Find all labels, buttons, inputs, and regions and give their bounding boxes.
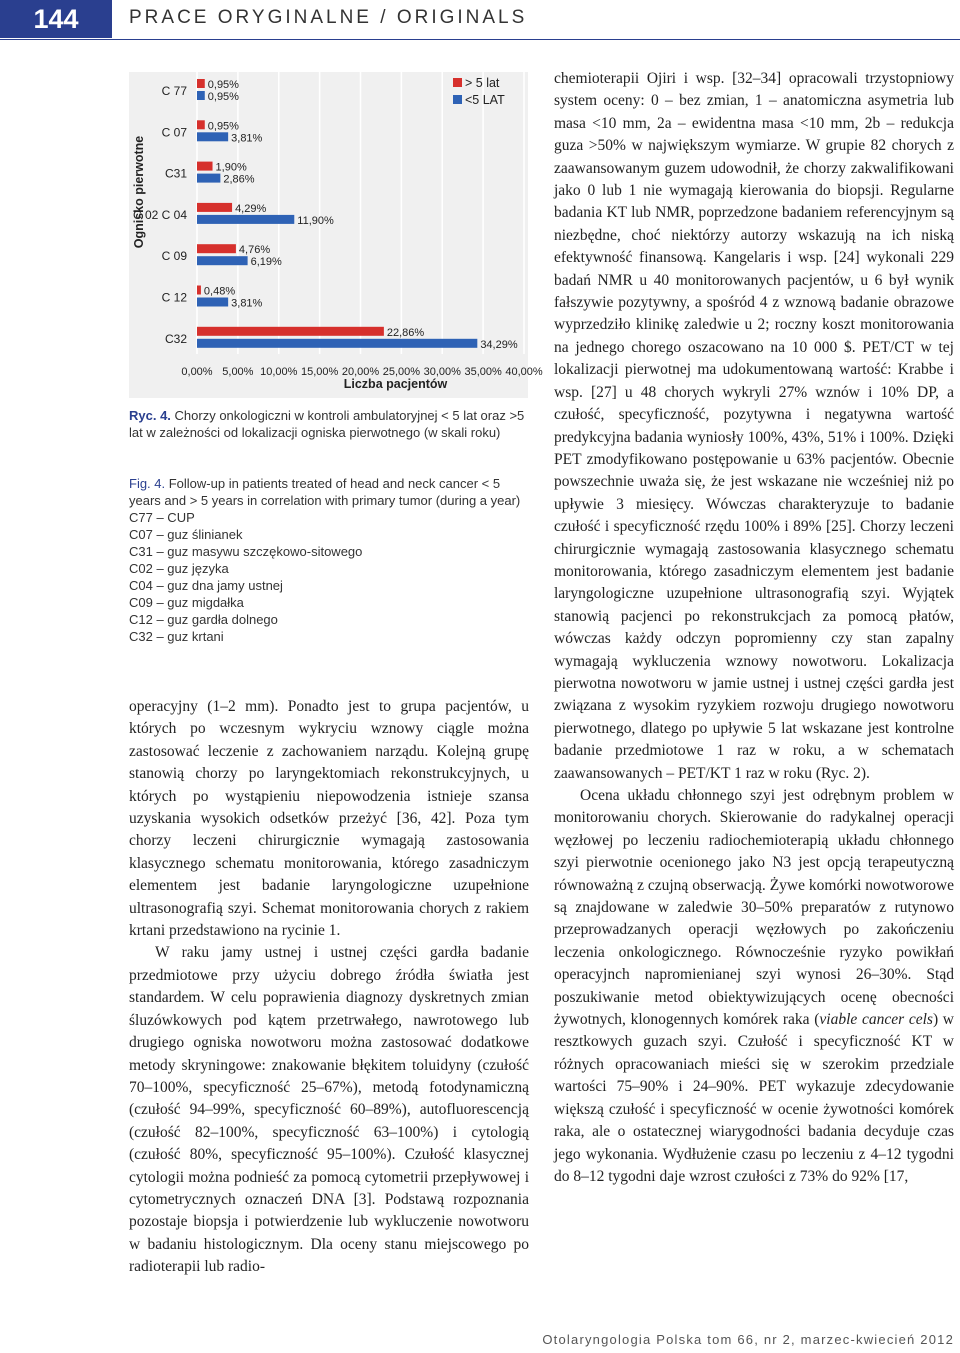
- x-tick-label: 30,00%: [423, 366, 461, 378]
- legend-label: <5 LAT: [465, 93, 505, 107]
- bar-chart: [129, 72, 543, 398]
- caption-pl-text: Chorzy onkologiczni w kontroli ambulatoryjnej < 5 lat oraz >5 lat w zależności od lokalizacji ogniska pierwotnego (w skali roku): [129, 408, 525, 440]
- figure-caption-en: [129, 475, 529, 645]
- bar-data-label: 34,29%: [480, 338, 518, 351]
- bar: [197, 286, 201, 295]
- bar-data-label: 3,81%: [231, 132, 263, 145]
- page-header: [0, 0, 960, 40]
- x-tick-label: 5,00%: [222, 366, 254, 378]
- bar-data-label: 3,81%: [231, 297, 263, 310]
- bar-data-label: 11,90%: [297, 214, 334, 227]
- header-rule: [0, 39, 960, 40]
- x-tick-label: 10,00%: [260, 366, 298, 378]
- x-tick-label: 0,00%: [181, 366, 213, 378]
- code-legend-item: C04 – guz dna jamy ustnej: [129, 578, 283, 593]
- italic-term: viable cancer cels: [819, 1011, 933, 1029]
- bar-data-label: 4,76%: [238, 244, 271, 257]
- bar: [197, 91, 205, 100]
- code-legend-item: C31 – guz masywu szczękowo-sitowego: [129, 544, 363, 559]
- legend-label: > 5 lat: [465, 76, 500, 90]
- x-tick-label: 25,00%: [382, 366, 421, 378]
- bar-data-label: 2,86%: [223, 173, 255, 186]
- code-legend-item: C32 – guz krtani: [129, 629, 224, 644]
- bar-data-label: 0,95%: [207, 120, 239, 133]
- bar-data-label: 0,48%: [203, 285, 236, 298]
- y-category-label: C32: [164, 331, 187, 346]
- caption-en-text: Follow-up in patients treated of head and neck cancer < 5 years and > 5 years in correlation with primary tumor (during a year): [129, 476, 521, 508]
- section-title: PRACE ORYGINALNE / ORIGINALS: [129, 7, 528, 28]
- bar: [197, 132, 228, 141]
- bar: [197, 174, 220, 183]
- y-category-label: C 07: [161, 125, 187, 140]
- paragraph: [554, 785, 954, 1188]
- paragraph-text: Ocena układu chłonnego szyi jest odrębnym problem w monitorowaniu chorych. Skierowanie do radykalnej operacji węzłowej po leczeniu radiochemioterapią układu chłonnego szyi pierwotnie ocenionego jako N3 jest opcją terapeutyczną równoważną z czujną obserwacją. Żywe komórki nowotworowe są znajdowane w zaledwie 30–50% preparatów z rutynowo przeprowadzanych operacji węzłowych po zakończeniu leczenia onkologicznego. Równocześnie ryzyko powikłań operacyjnch napromienianej szyi wynosi 26–30%. Stąd poszukiwanie metod obiektywizujących ocenę obecności żywotnych, klonogennych komórek raka (: [554, 787, 954, 1029]
- paragraph-text: ) w resztkowych guzach szyi. Czułość i specyficzność KT w różnych opracowaniach mieści się w szerokim przedziale wartości 75–90% i 24–90%. PET wykazuje zdecydowanie większą czułość i specyficzność w ocenie żywotności komórek raka, ale o ostatecznej wiarygodności badania decyduje czas jego wykonania. Wydłużenie czasu po leczeniu z 4–12 tygodni do 8–12 tygodni daje wzrost czułości z 73% do 92% [17,: [554, 1011, 955, 1185]
- bar-data-label: 22,86%: [386, 326, 425, 339]
- paragraph: chemioterapii Ojiri i wsp. [32–34] opracowali trzystopniowy system oceny: 0 – bez zmian, 1 – anatomiczna asymetria lub masa <10 mm, 2a – ewidentna masa <10 mm, 2b – redukcja guza >50% w największym wymiarze. W grupie 82 chorych z zaawansowanym guzem udowodnił, że chorzy zakwalifikowani jako 0 lub 1 nie wymagają kierowania do biopsji. Regularne badania KT lub NMR, poprzedzone badaniem referencyjnym są niezbędne, choć niektórzy autorzy wskazują na ich niską efektywność finansową. Kangelaris i wsp. [24] wykonali 229 badań NMR u 40 monitorowanych pacjentów, u 6 był wynik fałszywie pozytywny, a spośród 4 z wznową badanie obrazowe wyprzedziło klinikę zaledwie u 2; roczny koszt monitorowania na jednego chorego oszacowano na 10 000 $. PET/CT w tej lokalizacji pierwotnej ma udokumentowaną wartość: Krabbe i wsp. [27] u 48 chorych wykryli 27% wznów i 10% DP, a czułość, specyficzność, pozytywna i negatywna wartość predykcyjna badania wyniosły 100%, 43%, 51% i 100%. Dzięki PET zmodyfikowano postępowanie u 63% pacjentów. Obecnie powszechnie uważa się, że jest wskazane nie wcześniej niż po upływie 3 miesięcy. Wówczas charakteryzuje to badanie czułość i specyficzność rzędu 100% i 89% [25]. Chorzy leczeni chirurgicznie wymagają zastosowania klasycznego schematu monitorowania, którego zasadniczym elementem jest badanie laryngologiczne uzupełnione ultrasonografią szyi. Wyjątek stanowią pacjenci po rekonstrukcjach za pomocą płatów, wówczas każdy odczyn popromienny czy stan zapalny wymagają wykluczenia wznowy nowotworu. Lokalizacja pierwotna nowotworu w jamie ustnej i ustnej części gardła jest związana z wysokim ryzykiem rozwoju drugiego nowotworu pierwotnego, dlatego po upływie 5 lat wskazane jest kontrolne badanie przedmiotowe 1 raz w roku, a w schematach zaawansowanych – PET/KT 1 raz w roku (Ryc. 2).: [554, 70, 954, 782]
- caption-pl-label: Ryc. 4.: [129, 408, 171, 423]
- x-tick-label: 15,00%: [300, 366, 339, 378]
- bar: [197, 298, 228, 307]
- figure-4-chart: [129, 72, 543, 398]
- bar: [197, 162, 213, 171]
- bar: [197, 327, 384, 336]
- y-category-label: C 77: [161, 84, 187, 98]
- paragraph: W raku jamy ustnej i ustnej części gardła badanie przedmiotowe przy użyciu dobrego źródła światła jest standardem. W celu poprawienia diagnozy dyskretnych zmian śluzówkowych pod kątem przetrwałego, nawrotowego lub drugiego ogniska nowotworu można zastosować dodatkowe metody skryningowe: znakowanie błękitem toluidyny (czułość 70–100%, specyficzność 25–67%), metodą fotodynamiczną (czułość 94–99%, specyficzność 60–89%), autofluorescencją (czułość 82–100%, specyficzność 63–100%) i cytologią (czułość 80%, specyficzność 95–100%). Czułość klasycznej cytologii można podnieść za pomocą cytometrii przepływowej i cytometrycznych oznaczeń DNA [3]. Podstawą rozpoznania pozostaje biopsja i potwierdzenie lub wykluczenie nowotworu w badaniu histologicznym. Dla oceny stanu miejscowego po radioterapii lub radio-: [129, 944, 529, 1276]
- x-tick-label: 20,00%: [341, 366, 380, 378]
- bar-data-label: 1,90%: [215, 161, 247, 174]
- caption-en-label: Fig. 4.: [129, 476, 166, 491]
- x-tick-label: 40,00%: [505, 366, 543, 378]
- code-legend-item: C12 – guz gardła dolnego: [129, 612, 278, 627]
- journal-footer: Otolaryngologia Polska tom 66, nr 2, marzec-kwiecień 2012: [542, 1332, 954, 1347]
- code-legend-item: C77 – CUP: [129, 510, 195, 525]
- y-category-label: C 12: [161, 290, 187, 305]
- y-category-label: C31: [164, 166, 187, 181]
- code-legend-item: C09 – guz migdałka: [129, 595, 244, 610]
- y-axis-title: Ognisko pierwotne: [132, 135, 146, 249]
- bar-data-label: 0,95%: [207, 91, 239, 103]
- bar: [197, 79, 205, 88]
- bar-data-label: 4,29%: [235, 202, 267, 215]
- y-category-label: C 09: [161, 249, 187, 264]
- code-legend-item: C07 – guz ślinianek: [129, 527, 243, 542]
- code-legend: [129, 509, 529, 645]
- bar: [197, 339, 477, 348]
- bar-data-label: 0,95%: [207, 79, 239, 91]
- code-legend-item: C02 – guz języka: [129, 561, 229, 576]
- bar: [197, 203, 232, 212]
- paragraph: operacyjny (1–2 mm). Ponadto jest to grupa pacjentów, u których po wczesnym wykryciu wznowy ciągle można zastosować leczenie z zachowaniem narządu. Kolejną grupę stanowią chorzy po laryngektomiach rekonstrukcyjnych, u których po wystąpieniu niepowodzenia istnieje szansa uzyskania wysokich odsetków przeżyć [36, 42]. Poza tym chorzy leczeni chirurgicznie wymagają zastosowania klasycznego schematu monitorowania, którego zasadniczym elementem jest badanie laryngologiczne uzupełnione ultrasonografią szyi. Schemat monitorowania chorych z rakiem krtani przedstawiono na rycinie 1.: [129, 698, 529, 940]
- left-column: [129, 696, 529, 1279]
- figure-caption-pl: [129, 407, 529, 441]
- bar-data-label: 6,19%: [250, 256, 282, 269]
- legend-swatch: [453, 95, 462, 104]
- bar: [197, 256, 248, 265]
- bar: [197, 244, 236, 253]
- x-tick-label: 35,00%: [464, 366, 502, 378]
- right-column: [554, 68, 954, 1188]
- x-axis-title: Liczba pacjentów: [343, 377, 448, 391]
- page-number: 144: [0, 0, 112, 38]
- bar: [197, 120, 205, 129]
- y-category-label: C 02 C 04: [132, 207, 187, 222]
- legend-swatch: [453, 78, 462, 87]
- bar: [197, 215, 294, 224]
